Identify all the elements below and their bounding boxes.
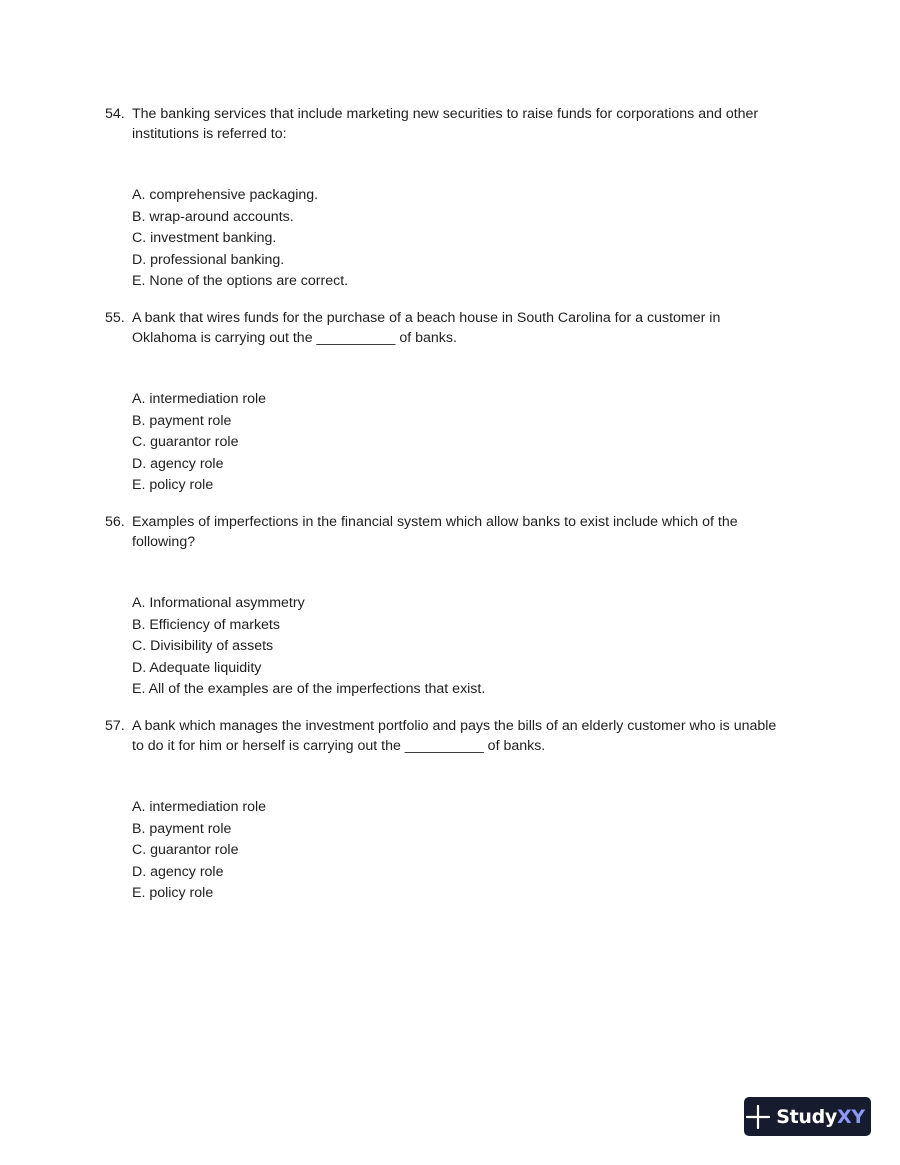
- answer-options: [132, 593, 785, 701]
- option-c: C. guarantor role: [132, 434, 239, 450]
- option-e: E. policy role: [132, 477, 214, 493]
- question-header: [105, 716, 785, 756]
- option-c: C. investment banking.: [132, 230, 277, 246]
- option-b: B. payment role: [132, 820, 232, 837]
- answer-options: [132, 185, 785, 293]
- option-a: A. intermediation role: [132, 799, 267, 815]
- question-text: A bank that wires funds for the purchase of a beach house in South Carolina for a customer in Oklahoma is carrying out the __________ of banks.: [132, 310, 721, 346]
- question-number: 57.: [105, 718, 125, 734]
- plus-icon: [746, 1105, 770, 1129]
- option-e: E. All of the examples are of the imperfections that exist.: [132, 681, 486, 697]
- question-text: Examples of imperfections in the financial system which allow banks to exist include which of the following?: [132, 514, 738, 550]
- option-d: D. professional banking.: [132, 251, 285, 268]
- option-e: E. policy role: [132, 885, 214, 901]
- question-number: 56.: [105, 514, 125, 530]
- question-text: A bank which manages the investment portfolio and pays the bills of an elderly customer who is unable to do it for him or herself is carrying out the __________ of banks.: [132, 718, 777, 754]
- question-header: [105, 308, 785, 348]
- answer-options: [132, 389, 785, 497]
- studyxy-logo: [744, 1097, 871, 1136]
- option-a: A. Informational asymmetry: [132, 595, 305, 611]
- option-e: E. None of the options are correct.: [132, 273, 349, 289]
- question-header: [105, 512, 785, 552]
- logo-text-main: Study: [776, 1105, 837, 1128]
- question-57: [105, 716, 785, 905]
- logo-text-accent: XY: [836, 1105, 865, 1128]
- option-b: B. Efficiency of markets: [132, 616, 280, 633]
- question-number: 54.: [105, 106, 125, 122]
- logo-wordmark: [776, 1106, 865, 1128]
- question-text: The banking services that include marketing new securities to raise funds for corporations and other institutions is referred to:: [132, 106, 759, 142]
- option-b: B. payment role: [132, 412, 232, 429]
- question-number: 55.: [105, 310, 125, 326]
- option-c: C. guarantor role: [132, 842, 239, 858]
- answer-options: [132, 797, 785, 905]
- option-b: B. wrap-around accounts.: [132, 208, 294, 225]
- question-header: [105, 104, 785, 144]
- question-55: [105, 308, 785, 497]
- option-a: A. intermediation role: [132, 391, 267, 407]
- option-d: D. agency role: [132, 455, 224, 472]
- option-d: D. agency role: [132, 863, 224, 880]
- question-54: [105, 104, 785, 293]
- question-56: [105, 512, 785, 701]
- option-a: A. comprehensive packaging.: [132, 187, 319, 203]
- option-c: C. Divisibility of assets: [132, 638, 274, 654]
- option-d: D. Adequate liquidity: [132, 659, 262, 676]
